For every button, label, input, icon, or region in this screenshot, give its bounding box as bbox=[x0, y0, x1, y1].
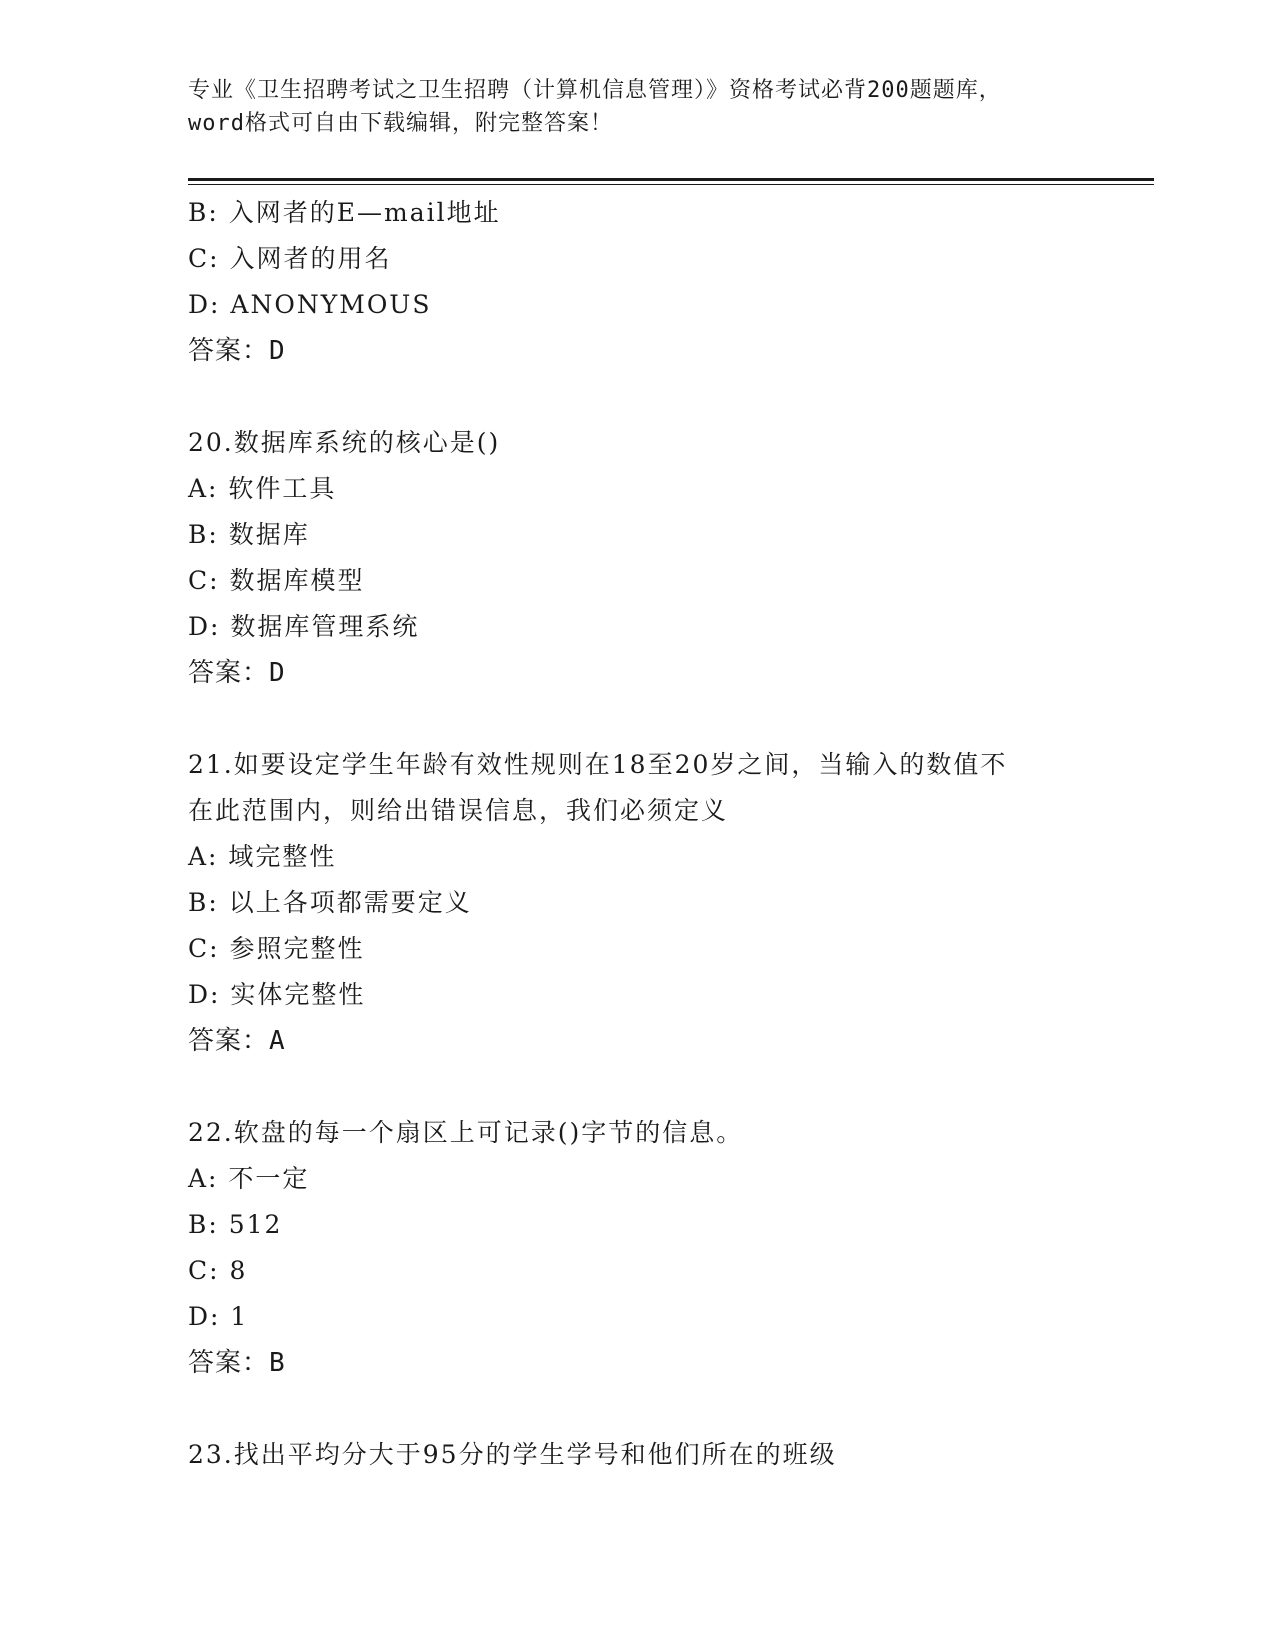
header-divider-thick bbox=[188, 178, 1154, 181]
question-stem-line-2: 在此范围内，则给出错误信息，我们必须定义 bbox=[188, 796, 729, 825]
option-c: C: 数据库模型 bbox=[188, 566, 365, 595]
spacer bbox=[188, 1386, 1088, 1432]
option-c: C: 8 bbox=[188, 1256, 248, 1285]
option-c: C: 参照完整性 bbox=[188, 934, 365, 963]
answer-text: 答案：D bbox=[188, 336, 286, 366]
option-b: B: 数据库 bbox=[188, 520, 310, 549]
question-stem: 23.找出平均分大于95分的学生学号和他们所在的班级 bbox=[188, 1440, 837, 1469]
option-d: D: 数据库管理系统 bbox=[188, 612, 420, 641]
question-21 bbox=[188, 742, 1088, 1064]
document-header bbox=[188, 74, 1088, 140]
spacer bbox=[188, 1064, 1088, 1110]
option-b: B: 512 bbox=[188, 1210, 283, 1239]
spacer bbox=[188, 696, 1088, 742]
header-line-1: 专业《卫生招聘考试之卫生招聘（计算机信息管理）》资格考试必背200题题库， bbox=[188, 78, 1002, 103]
answer-text: 答案：A bbox=[188, 1026, 286, 1056]
option-b: B: 入网者的E—mail地址 bbox=[188, 198, 501, 227]
header-divider-thin bbox=[188, 184, 1154, 185]
question-23 bbox=[188, 1432, 1088, 1478]
option-d: D: 实体完整性 bbox=[188, 980, 366, 1009]
answer-text: 答案：D bbox=[188, 658, 286, 688]
question-19 bbox=[188, 190, 1088, 374]
answer-text: 答案：B bbox=[188, 1348, 286, 1378]
option-c: C: 入网者的用名 bbox=[188, 244, 392, 273]
option-a: A: 不一定 bbox=[188, 1164, 310, 1193]
question-list bbox=[188, 190, 1088, 1478]
header-line-2: word格式可自由下载编辑，附完整答案！ bbox=[188, 111, 613, 136]
question-20 bbox=[188, 420, 1088, 696]
question-22 bbox=[188, 1110, 1088, 1386]
question-stem: 22.软盘的每一个扇区上可记录()字节的信息。 bbox=[188, 1118, 744, 1147]
option-d: D: 1 bbox=[188, 1302, 249, 1331]
option-d: D: ANONYMOUS bbox=[188, 290, 432, 319]
option-a: A: 软件工具 bbox=[188, 474, 337, 503]
option-a: A: 域完整性 bbox=[188, 842, 337, 871]
question-stem-line-1: 21.如要设定学生年龄有效性规则在18至20岁之间，当输入的数值不 bbox=[188, 750, 1008, 779]
option-b: B: 以上各项都需要定义 bbox=[188, 888, 472, 917]
spacer bbox=[188, 374, 1088, 420]
question-stem: 20.数据库系统的核心是() bbox=[188, 428, 501, 457]
